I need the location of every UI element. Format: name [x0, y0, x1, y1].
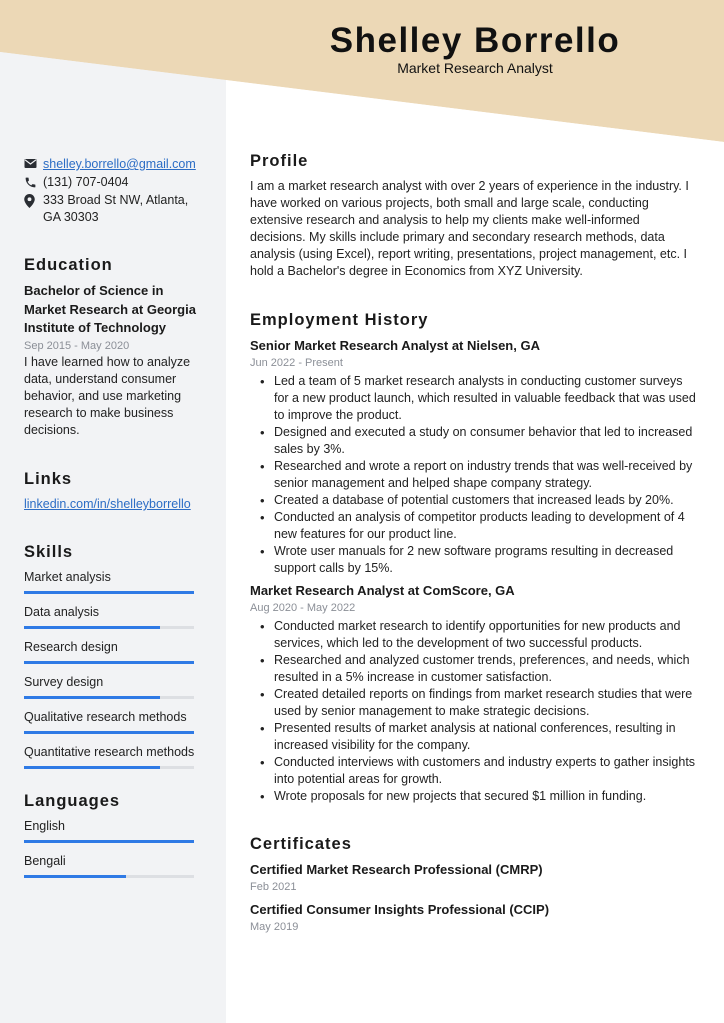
- job-title: Market Research Analyst at ComScore, GA: [250, 583, 515, 598]
- skill-item: [24, 744, 204, 769]
- skill-bar: [24, 626, 194, 629]
- job-title: Senior Market Research Analyst at Nielsen, GA: [250, 338, 540, 353]
- skill-item: [24, 709, 204, 734]
- job-bullet: • Created a database of potential customers that increased leads by 20%.: [250, 492, 698, 509]
- job-bullet: • Led a team of 5 market research analysts in conducting customer surveys for a new product launch, which resulted in valuable feedback that was used to improve the product.: [250, 373, 698, 424]
- profile-heading: Profile: [250, 152, 309, 170]
- skill-bar-fill: [24, 766, 160, 769]
- languages-heading: Languages: [24, 792, 121, 810]
- education-section: [24, 257, 204, 439]
- job-dates: Jun 2022 - Present: [250, 357, 343, 369]
- certificate-date: Feb 2021: [250, 881, 297, 893]
- skill-bar-fill: [24, 731, 194, 734]
- phone-icon: [24, 174, 43, 189]
- certificate-name: Certified Market Research Professional (CMRP): [250, 862, 543, 877]
- skill-item: [24, 674, 204, 699]
- certificate-item: [250, 901, 698, 935]
- education-degree: Bachelor of Science in Market Research at Georgia Institute of Technology: [24, 283, 196, 335]
- skill-bar: [24, 591, 194, 594]
- job-bullets: [250, 618, 698, 805]
- skill-item: [24, 639, 204, 664]
- certificate-name: Certified Consumer Insights Professional (CCIP): [250, 902, 550, 917]
- job-bullet: • Wrote user manuals for 2 new software programs resulting in decreased support calls by 15%.: [250, 543, 698, 577]
- candidate-name: Shelley Borrello: [329, 21, 621, 60]
- job-bullet: • Conducted an analysis of competitor products leading to development of 4 new features for our product line.: [250, 509, 698, 543]
- skill-name: Data analysis: [24, 605, 100, 619]
- education-heading: Education: [24, 256, 113, 274]
- language-bar-fill: [24, 875, 126, 878]
- skill-bar-fill: [24, 696, 160, 699]
- employment-section: [250, 311, 698, 805]
- contact-address-row: [24, 192, 204, 226]
- skills-section: [24, 544, 204, 779]
- language-bar: [24, 840, 194, 843]
- employment-heading: Employment History: [250, 311, 429, 329]
- links-section: [24, 471, 204, 513]
- job-bullet: • Presented results of market analysis at national conferences, resulting in increased visibility for the company.: [250, 720, 698, 754]
- skill-bar: [24, 766, 194, 769]
- languages-section: [24, 793, 204, 888]
- envelope-icon: [24, 156, 43, 169]
- job-dates: Aug 2020 - May 2022: [250, 602, 356, 614]
- skill-bar: [24, 696, 194, 699]
- skill-name: Research design: [24, 640, 118, 654]
- skill-name: Qualitative research methods: [24, 710, 187, 724]
- job-bullet: • Designed and executed a study on consumer behavior that led to increased sales by 3%.: [250, 424, 698, 458]
- profile-text: I am a market research analyst with over 2 years of experience in the industry. I have worked on various projects, both small and large scale, conducting extensive research and analysis to help my clients make well-informed decisions. My skills include primary and secondary research methods, data analysis (using Excel), report writing, presentations, project management, etc. I hold a Bachelor's degree in Economics from XYZ University.: [250, 179, 689, 278]
- certificates-heading: Certificates: [250, 835, 352, 853]
- language-bar: [24, 875, 194, 878]
- certificates-section: [250, 835, 698, 935]
- skill-bar: [24, 731, 194, 734]
- skill-bar-fill: [24, 591, 194, 594]
- skill-item: [24, 569, 204, 594]
- job-bullet: • Conducted interviews with customers and industry experts to gather insights into potential areas for growth.: [250, 754, 698, 788]
- address-text: 333 Broad St NW, Atlanta, GA 30303: [43, 193, 189, 224]
- contact-email-row: [24, 156, 204, 173]
- skill-name: Market analysis: [24, 570, 111, 584]
- profile-section: [250, 152, 698, 280]
- skill-bar: [24, 661, 194, 664]
- phone-number: (131) 707-0404: [43, 175, 129, 189]
- job-bullets: [250, 373, 698, 577]
- links-heading: Links: [24, 470, 73, 488]
- language-name: English: [24, 819, 65, 833]
- job-bullet: • Wrote proposals for new projects that secured $1 million in funding.: [250, 788, 698, 805]
- email-link[interactable]: shelley.borrello@gmail.com: [43, 157, 196, 171]
- job-entry: [250, 582, 698, 805]
- skill-item: [24, 604, 204, 629]
- skill-name: Survey design: [24, 675, 104, 689]
- contact-phone-row: [24, 174, 204, 191]
- skill-name: Quantitative research methods: [24, 745, 195, 759]
- language-bar-fill: [24, 840, 194, 843]
- job-bullet: • Researched and wrote a report on industry trends that was well-received by senior management and helped shape company strategy.: [250, 458, 698, 492]
- skill-bar-fill: [24, 626, 160, 629]
- language-item: [24, 818, 204, 843]
- contact-section: [24, 156, 204, 227]
- linkedin-link[interactable]: linkedin.com/in/shelleyborrello: [24, 497, 191, 511]
- job-bullet: • Created detailed reports on findings from market research studies that were used by senior management to make strategic decisions.: [250, 686, 698, 720]
- candidate-title: Market Research Analyst: [397, 60, 553, 76]
- location-pin-icon: [24, 192, 43, 208]
- language-item: [24, 853, 204, 878]
- education-description: I have learned how to analyze data, understand consumer behavior, and use marketing research to make business decisions.: [24, 354, 191, 437]
- job-bullet: • Researched and analyzed customer trends, preferences, and needs, which resulted in a 5% increase in customer satisfaction.: [250, 652, 698, 686]
- certificate-date: May 2019: [250, 921, 299, 933]
- certificate-item: [250, 861, 698, 895]
- job-entry: [250, 337, 698, 577]
- job-bullet: • Conducted market research to identify opportunities for new products and services, which led to the development of two successful products.: [250, 618, 698, 652]
- skill-bar-fill: [24, 661, 194, 664]
- skills-heading: Skills: [24, 543, 74, 561]
- education-dates: Sep 2015 - May 2020: [24, 339, 130, 352]
- language-name: Bengali: [24, 854, 66, 868]
